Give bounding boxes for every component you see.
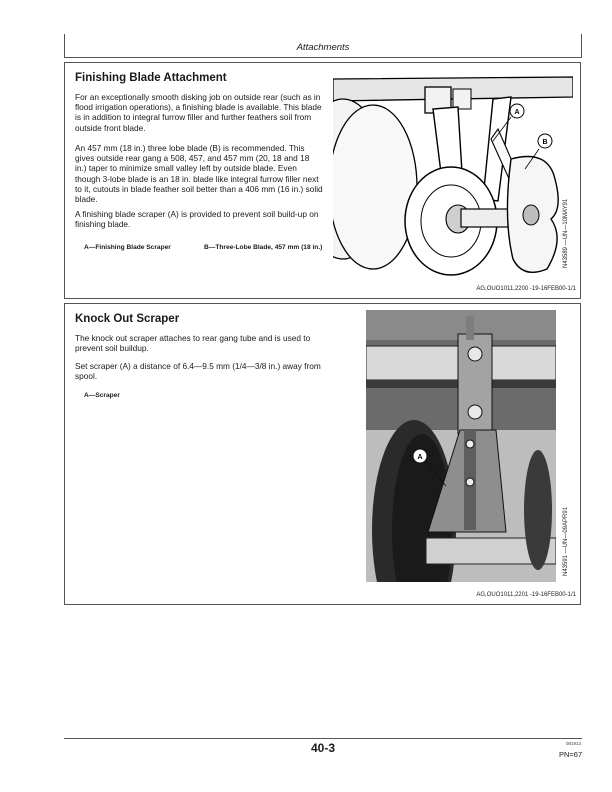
- page-number: 40-3: [310, 741, 336, 755]
- legend-item: A—Scraper: [84, 392, 120, 399]
- figure-code: N43589 —UN—10MAY91: [563, 198, 569, 268]
- figure-code: N43591 —UN—09APR91: [563, 506, 569, 576]
- reference-code: AG,OUO1011,2200 -19-16FEB00-1/1: [476, 286, 576, 292]
- section-paragraph: For an exceptionally smooth disking job on outside rear (such as in flood irrigation operations), a finishing blade is available. This blade is in addition to integral furrow filler and further feathers soil from outside front blade.: [75, 92, 322, 133]
- callout-a: A: [514, 109, 520, 116]
- finishing-blade-section: [64, 62, 581, 299]
- header-rule: [64, 57, 582, 58]
- knock-out-scraper-photo: [366, 310, 556, 582]
- page-header-title: Attachments: [296, 42, 350, 53]
- scraper-photo-drawing: [366, 310, 556, 582]
- reference-code: AG,OUO1011,2201 -19-16FEB00-1/1: [476, 592, 576, 598]
- section-paragraph: A finishing blade scraper (A) is provided to prevent soil build-up on finishing blade.: [75, 209, 319, 230]
- section-paragraph: The knock out scraper attaches to rear gang tube and is used to prevent soil buildup.: [75, 333, 311, 354]
- legend-item: B—Three-Lobe Blade, 457 mm (18 in.): [204, 244, 323, 251]
- footer-pn: PN=67: [559, 750, 583, 759]
- section-paragraph: An 457 mm (18 in.) three lobe blade (B) is recommended. This gives outside rear gang a 508, 457, and 457 mm (20, 18 and 18 in.) taper to minimize small valley left by outside blade. Even though 3-lobe blade is an 18 in. blade like integral furrow filler next to it, cutouts in blade feather soil better than a 406 mm (16 in.) solid blade.: [75, 143, 323, 205]
- callout-a: A: [417, 454, 423, 461]
- knock-out-scraper-section: [64, 303, 581, 605]
- disk-gang-drawing: [333, 69, 573, 281]
- section-title: Finishing Blade Attachment: [75, 72, 227, 84]
- callout-b: B: [542, 139, 548, 146]
- finishing-blade-illustration: [333, 69, 573, 281]
- section-title: Knock Out Scraper: [75, 313, 180, 325]
- section-paragraph: Set scraper (A) a distance of 6.4—9.5 mm (1/4—3/8 in.) away from spool.: [75, 361, 321, 382]
- footer-small-code: 081913: [566, 741, 582, 746]
- legend-item: A—Finishing Blade Scraper: [84, 244, 171, 251]
- footer-rule: [64, 738, 582, 739]
